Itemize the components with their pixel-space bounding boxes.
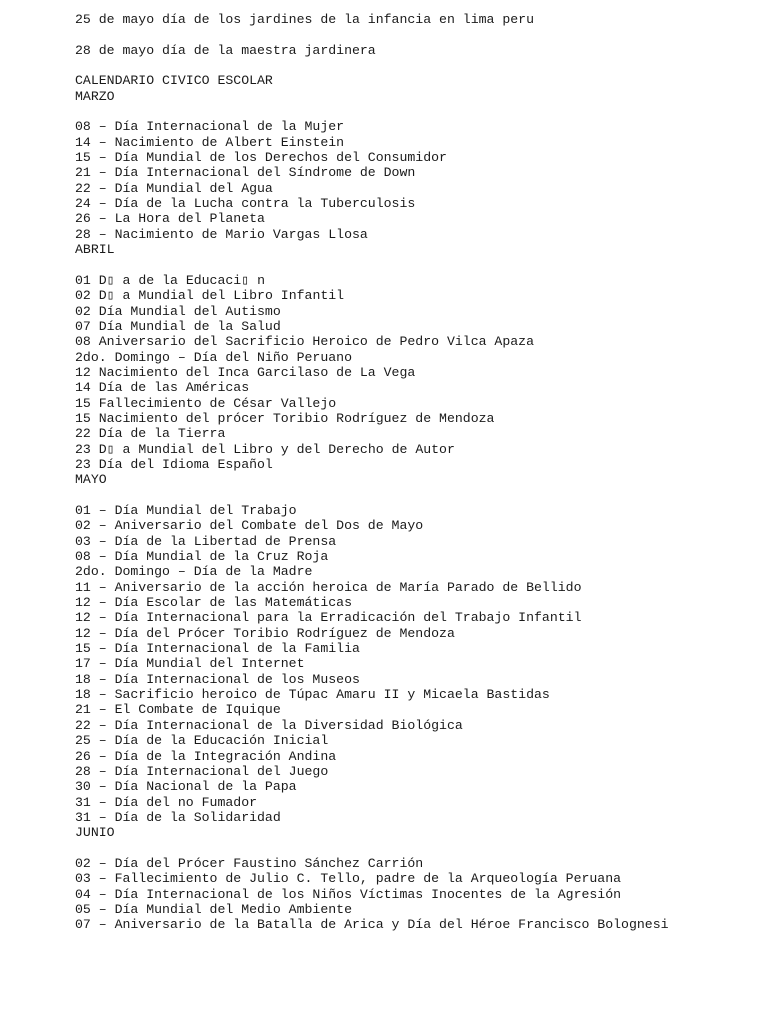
calendar-entry: 28 – Nacimiento de Mario Vargas Llosa xyxy=(75,226,368,242)
calendar-entry: 23 Día del Idioma Español xyxy=(75,456,273,472)
calendar-entry: 07 – Aniversario de la Batalla de Arica y Día del Héroe Francisco Bolognesi xyxy=(75,917,669,933)
month-section-marzo xyxy=(75,89,755,242)
calendar-entry: 26 – La Hora del Planeta xyxy=(75,211,265,227)
calendar-entry: 22 – Día Internacional de la Diversidad Biológica xyxy=(75,717,463,733)
calendar-entry: 14 – Nacimiento de Albert Einstein xyxy=(75,134,345,150)
blank-line xyxy=(75,258,755,273)
calendar-entry: 03 – Día de la Libertad de Prensa xyxy=(75,533,337,549)
calendar-entry: 14 Día de las Américas xyxy=(75,380,250,396)
calendar-entry: 31 – Día del no Fumador xyxy=(75,794,258,810)
document-title: CALENDARIO CIVICO ESCOLAR xyxy=(75,73,273,89)
calendar-entry: 12 – Día del Prócer Toribio Rodríguez de Mendoza xyxy=(75,625,455,641)
calendar-entry: 04 – Día Internacional de los Niños Víctimas Inocentes de la Agresión xyxy=(75,886,622,902)
document-body xyxy=(75,12,755,933)
calendar-entry: 23 D▯ a Mundial del Libro y del Derecho de Autor xyxy=(75,441,455,457)
calendar-entry: 02 Día Mundial del Autismo xyxy=(75,303,281,319)
calendar-entry: 24 – Día de la Lucha contra la Tuberculosis xyxy=(75,196,416,212)
months-list xyxy=(75,89,755,933)
month-heading: MARZO xyxy=(75,88,115,104)
calendar-entry: 08 Aniversario del Sacrificio Heroico de Pedro Vilca Apaza xyxy=(75,334,534,350)
calendar-entry: 08 – Día Internacional de la Mujer xyxy=(75,119,345,135)
month-heading: ABRIL xyxy=(75,242,115,258)
calendar-entry: 26 – Día de la Integración Andina xyxy=(75,748,337,764)
blank-line xyxy=(75,841,755,856)
intro-line: 25 de mayo día de los jardines de la infancia en lima peru xyxy=(75,12,534,27)
blank-line xyxy=(75,104,755,119)
blank-line xyxy=(75,27,755,42)
calendar-entry: 12 – Día Escolar de las Matemáticas xyxy=(75,595,352,611)
calendar-entry: 28 – Día Internacional del Juego xyxy=(75,763,329,779)
calendar-entry: 2do. Domingo – Día del Niño Peruano xyxy=(75,349,352,365)
calendar-entry: 15 – Día Mundial de los Derechos del Consumidor xyxy=(75,150,447,166)
calendar-entry: 18 – Sacrificio heroico de Túpac Amaru II y Micaela Bastidas xyxy=(75,687,550,703)
calendar-entry: 03 – Fallecimiento de Julio C. Tello, padre de la Arqueología Peruana xyxy=(75,871,622,887)
calendar-entry: 01 D▯ a de la Educaci▯ n xyxy=(75,272,265,288)
calendar-entry: 11 – Aniversario de la acción heroica de María Parado de Bellido xyxy=(75,579,582,595)
calendar-entry: 22 Día de la Tierra xyxy=(75,426,226,442)
calendar-entry: 02 D▯ a Mundial del Libro Infantil xyxy=(75,288,345,304)
calendar-entry: 22 – Día Mundial del Agua xyxy=(75,180,273,196)
calendar-entry: 05 – Día Mundial del Medio Ambiente xyxy=(75,901,352,917)
calendar-entry: 21 – Día Internacional del Síndrome de Down xyxy=(75,165,416,181)
calendar-entry: 15 – Día Internacional de la Familia xyxy=(75,641,360,657)
calendar-entry: 18 – Día Internacional de los Museos xyxy=(75,671,360,687)
blank-line xyxy=(75,488,755,503)
calendar-entry: 17 – Día Mundial del Internet xyxy=(75,656,305,672)
calendar-entry: 21 – El Combate de Iquique xyxy=(75,702,281,718)
calendar-entry: 02 – Día del Prócer Faustino Sánchez Carrión xyxy=(75,855,424,871)
calendar-entry: 30 – Día Nacional de la Papa xyxy=(75,779,297,795)
month-heading: JUNIO xyxy=(75,825,115,841)
intro-line: 28 de mayo día de la maestra jardinera xyxy=(75,42,376,58)
month-section-abril xyxy=(75,242,755,472)
month-section-junio xyxy=(75,825,755,932)
calendar-entry: 15 Nacimiento del prócer Toribio Rodríguez de Mendoza xyxy=(75,410,495,426)
calendar-entry: 01 – Día Mundial del Trabajo xyxy=(75,503,297,518)
month-heading: MAYO xyxy=(75,472,107,488)
calendar-entry: 25 – Día de la Educación Inicial xyxy=(75,733,329,749)
calendar-entry: 12 – Día Internacional para la Erradicación del Trabajo Infantil xyxy=(75,610,582,626)
calendar-entry: 15 Fallecimiento de César Vallejo xyxy=(75,395,337,411)
calendar-entry: 2do. Domingo – Día de la Madre xyxy=(75,564,313,580)
month-section-mayo xyxy=(75,472,755,825)
calendar-entry: 31 – Día de la Solidaridad xyxy=(75,809,281,825)
calendar-entry: 07 Día Mundial de la Salud xyxy=(75,318,281,334)
calendar-entry: 08 – Día Mundial de la Cruz Roja xyxy=(75,549,329,565)
calendar-entry: 02 – Aniversario del Combate del Dos de Mayo xyxy=(75,518,424,534)
calendar-entry: 12 Nacimiento del Inca Garcilaso de La Vega xyxy=(75,364,416,380)
blank-line xyxy=(75,58,755,73)
